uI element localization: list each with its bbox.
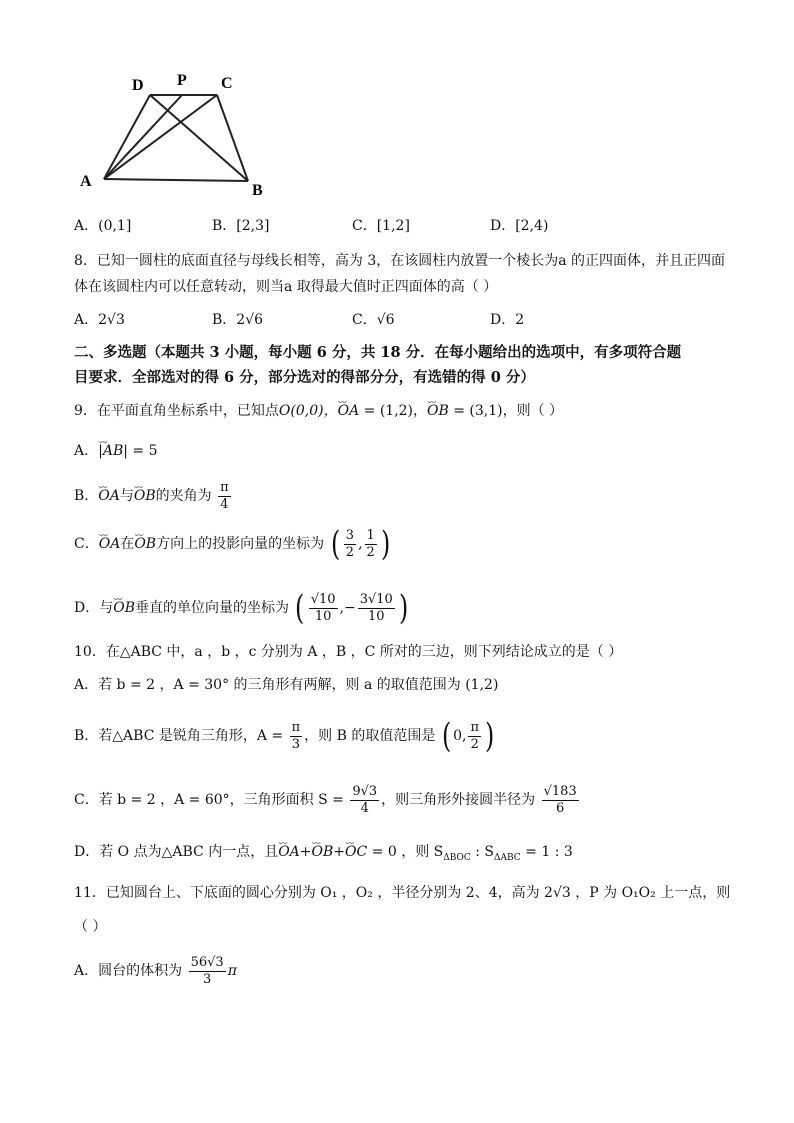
edge-ca xyxy=(104,95,217,179)
q7-option-d: D．[2,4) xyxy=(490,218,549,234)
q10-d-sub2: ΔABC xyxy=(494,852,521,863)
q10-c-prefix: C．若 b = 2 ，A = 60°，三角形面积 S = xyxy=(74,792,344,808)
q10-c-frac1: $\frac{9√3}{4}$ xyxy=(352,783,378,816)
section2-heading-line1: 二、多选题（本题共 3 小题，每小题 6 分，共 18 分．在每小题给出的选项中，有多项符合题 xyxy=(74,344,682,361)
q9-c-frac2: $\frac{1}{2}$ xyxy=(366,527,375,560)
q11-a-prefix: A．圆台的体积为 xyxy=(74,963,183,979)
q10-d-vec1: ⌣⌣ OA xyxy=(278,842,300,862)
label-b: B xyxy=(252,182,263,199)
q9-a-vec: ⌣⌣ |AB| xyxy=(98,441,128,461)
q9-d-prefix: D．与 xyxy=(74,600,114,616)
q11-a-pi: π xyxy=(227,963,237,979)
edge-ab xyxy=(104,179,248,181)
q9-stem-text: 9．在平面直角坐标系中，已知点 xyxy=(74,403,279,419)
q9-b-vec2: ⌣⌣ OB xyxy=(134,478,156,514)
q8-option-d: D．2 xyxy=(490,312,525,328)
q9-option-b xyxy=(74,478,233,514)
section2-heading-line2: 目要求．全部选对的得 6 分，部分选对的得部分分，有选错的得 0 分） xyxy=(74,369,535,386)
q10-option-b: B．若△ABC 是锐角三角形，A = $\frac{\pi}{3}$ ，则 B 的取值范围是 ( 0, $\frac{\pi}{2}$ ) xyxy=(74,716,495,756)
q9-c-prefix: C． xyxy=(74,536,99,552)
q10-option-d: D．若 O 点为△ABC 内一点，且⌣⌣ OA+⌣⌣ OB+⌣⌣ OC = 0 ，则 $S_{\Delta BOC}$ : $S_{\Delta ABC} = 1$ : 3 xyxy=(74,842,573,868)
q9-vec-oa: ⌣⌣ OA xyxy=(338,401,360,421)
trapezoid-figure xyxy=(76,68,276,200)
q10-d-prefix: D．若 O 点为△ABC 内一点，且 xyxy=(74,844,279,860)
q10-option-c xyxy=(74,780,581,820)
q9-c-frac1: $\frac{3}{2}$ xyxy=(345,527,355,560)
q9-oa-value: = (1,2)， xyxy=(359,403,428,419)
q9-a-prefix: A． xyxy=(74,443,99,459)
q9-d-frac2: $\frac{3√10}{10}$ xyxy=(359,591,393,624)
q10-d-post: = 0 ，则 S xyxy=(367,844,444,860)
q10-d-sub1: ΔBOC xyxy=(443,852,471,863)
q9-b-fraction: $\frac{\pi}{4}$ xyxy=(220,479,229,512)
q10-b-frac2: $\frac{\pi}{2}$ xyxy=(470,719,479,752)
q11-option-a xyxy=(74,951,237,991)
q9-point-o: O(0,0)， xyxy=(278,403,338,419)
q10-stem: 10．在△ABC 中，a ，b ，c 分别为 A ，B ，C 所对的三边，则下列结论成立的是（ ） xyxy=(74,644,623,660)
q8-option-a: A．2√3 xyxy=(74,312,125,328)
q9-stem xyxy=(74,401,563,421)
q9-d-frac1: $\frac{√10}{10}$ xyxy=(310,591,336,624)
q9-ob-value: = (3,1)，则（ ） xyxy=(448,403,564,419)
q8-option-b: B．2√6 xyxy=(212,312,264,328)
q11-stem-line1: 11．已知圆台上、下底面的圆心分别为 O₁ ，O₂ ，半径分别为 2、4，高为 2√3 ，P 为 O₁O₂ 上一点，则 xyxy=(74,885,731,901)
label-d: D xyxy=(132,77,144,94)
label-c: C xyxy=(221,75,233,92)
q9-c-vec2: ⌣⌣ OB xyxy=(134,524,156,564)
label-a: A xyxy=(80,173,92,190)
q9-option-c: C．⌣⌣ OA在⌣⌣ OB方向上的投影向量的坐标为 ( $\frac{3}{2}$ , $\frac{1}{2}$ ) xyxy=(74,524,392,564)
q9-c-vec1: ⌣⌣ OA xyxy=(99,524,121,564)
q7-option-c: C．[1,2] xyxy=(352,218,410,234)
q9-b-vec1: ⌣⌣ OA xyxy=(98,478,120,514)
q10-b-mid: ，则 B 的取值范围是 xyxy=(304,728,436,744)
q9-d-post: 垂直的单位向量的坐标为 xyxy=(135,600,289,616)
q8-option-c: C．√6 xyxy=(352,312,395,328)
q9-vec-ob: ⌣⌣ OB xyxy=(427,401,449,421)
q10-d-vec2: ⌣⌣ OB xyxy=(312,842,334,862)
q10-c-mid: ，则三角形外接圆半径为 xyxy=(381,792,536,808)
q11-a-frac: $\frac{56√3}{3}$ xyxy=(190,954,224,987)
q9-option-d: D．与⌣⌣ OB垂直的单位向量的坐标为 ( $\frac{√10}{10}$ ,− $\frac{3√10}{10}$ ) xyxy=(74,586,410,630)
q10-d-vec3: ⌣⌣ OC xyxy=(345,842,367,862)
q9-b-post: 的夹角为 xyxy=(155,488,212,504)
q7-option-b: B．[2,3] xyxy=(212,218,270,234)
q9-b-mid: 与 xyxy=(119,488,134,504)
q9-c-mid: 在 xyxy=(120,536,135,552)
q10-option-a: A．若 b = 2 ，A = 30° 的三角形有两解，则 a 的取值范围为 (1,2) xyxy=(74,677,499,693)
q10-d-mid: : S xyxy=(470,844,495,860)
q7-option-a: A．(0,1] xyxy=(74,218,132,234)
q9-option-a xyxy=(74,441,158,461)
q8-stem-line1: 8．已知一圆柱的底面直径与母线长相等，高为 3，在该圆柱内放置一个棱长为a 的正四面体，并且正四面 xyxy=(74,253,726,269)
q10-d-end: = 1 : 3 xyxy=(520,844,573,860)
q9-a-value: = 5 xyxy=(127,443,158,459)
label-p: P xyxy=(177,72,187,89)
q10-b-frac1: $\frac{\pi}{3}$ xyxy=(291,719,301,752)
q10-b-prefix: B．若△ABC 是锐角三角形，A = xyxy=(74,728,284,744)
q11-stem-line2: （ ） xyxy=(74,919,107,935)
q10-b-range-start: 0, xyxy=(453,728,467,744)
q9-b-prefix: B． xyxy=(74,488,99,504)
q10-c-frac2: $\frac{√183}{6}$ xyxy=(543,783,577,816)
q9-c-post: 方向上的投影向量的坐标为 xyxy=(156,536,325,552)
q8-stem-line2: 体在该圆柱内可以任意转动，则当a 取得最大值时正四面体的高（ ） xyxy=(74,279,498,295)
q9-d-vec: ⌣⌣ OB xyxy=(113,586,135,630)
